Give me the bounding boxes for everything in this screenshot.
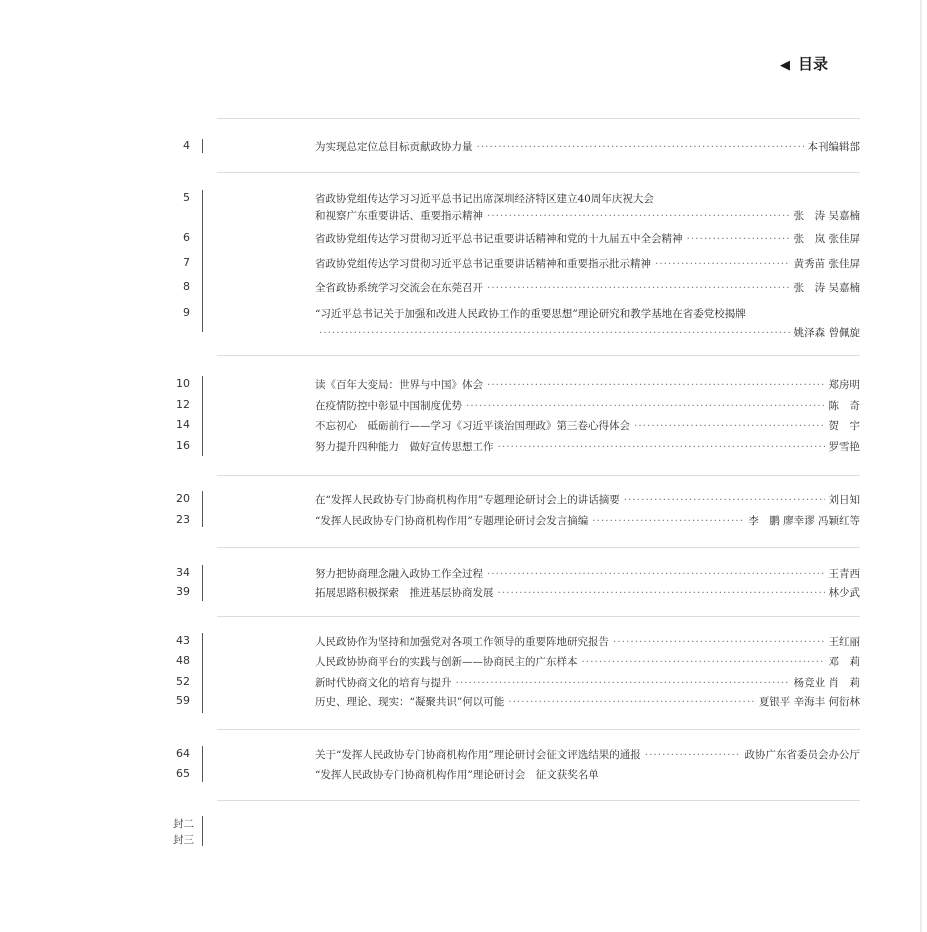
page-bar xyxy=(202,139,203,153)
toc-entry[interactable] xyxy=(315,377,860,392)
entry-title: 人民政协协商平台的实践与创新——协商民主的广东样本 xyxy=(315,656,578,668)
leader-dots xyxy=(498,587,825,599)
entry-author: 林少武 xyxy=(828,587,860,599)
triangle-left-icon[interactable]: ◀ xyxy=(780,58,790,73)
leader-dots xyxy=(487,568,825,580)
toc-entry[interactable] xyxy=(315,231,860,246)
entry-author: 夏银平 辛海丰 何衍林 xyxy=(758,696,860,708)
leader-dots xyxy=(613,636,825,648)
entry-author: 郑房明 xyxy=(828,379,860,391)
toc-entry[interactable] xyxy=(315,747,860,762)
toc-entry[interactable] xyxy=(315,654,860,669)
leader-dots xyxy=(508,696,755,708)
entry-title: 省政协党组传达学习习近平总书记出席深圳经济特区建立40周年庆祝大会 xyxy=(315,193,654,205)
entry-author: 李 鹏 廖幸谬 冯颖红等 xyxy=(748,515,860,527)
page-number: 12 xyxy=(176,398,190,411)
page-number: 6 xyxy=(183,231,190,244)
page-number: 43 xyxy=(176,634,190,647)
entry-title: 努力把协商理念融入政协工作全过程 xyxy=(315,568,483,580)
toc-header xyxy=(780,53,828,74)
entry-title: 省政协党组传达学习贯彻习近平总书记重要讲话精神和党的十九届五中全会精神 xyxy=(315,233,683,245)
toc-entry-line[interactable] xyxy=(315,306,860,321)
entry-author: 邓 莉 xyxy=(828,656,860,668)
entry-title: 为实现总定位总目标贡献政协力量 xyxy=(315,141,473,153)
page-number: 39 xyxy=(176,585,190,598)
leader-dots xyxy=(634,420,825,432)
toc-entry[interactable] xyxy=(315,139,860,154)
entry-title: 关于“发挥人民政协专门协商机构作用”理论研讨会征文评选结果的通报 xyxy=(315,749,641,761)
entry-author: 王红丽 xyxy=(828,636,860,648)
leader-dots xyxy=(456,677,790,689)
entry-title: 在“发挥人民政协专门协商机构作用”专题理论研讨会上的讲话摘要 xyxy=(315,494,620,506)
toc-entry[interactable] xyxy=(315,585,860,600)
page-number: 20 xyxy=(176,492,190,505)
leader-dots xyxy=(582,656,825,668)
entry-author: 张 岚 张佳屏 xyxy=(793,233,860,245)
section-divider xyxy=(217,547,860,548)
entry-author: 贺 宇 xyxy=(828,420,860,432)
entry-author: 黄秀苗 张佳屏 xyxy=(793,258,860,270)
toc-entry[interactable] xyxy=(315,280,860,295)
leader-dots xyxy=(487,379,825,391)
entry-author: 陈 奇 xyxy=(828,400,860,412)
leader-dots xyxy=(687,233,790,245)
toc-entry[interactable] xyxy=(315,492,860,507)
toc-entry[interactable] xyxy=(315,634,860,649)
toc-entry[interactable] xyxy=(315,398,860,413)
page-number: 5 xyxy=(183,191,190,204)
page-number: 34 xyxy=(176,566,190,579)
toc-entry[interactable] xyxy=(315,325,860,340)
leader-dots xyxy=(466,400,825,412)
page-number: 封二 xyxy=(173,818,194,830)
page-bar xyxy=(202,491,203,527)
toc-title: 目录 xyxy=(798,55,829,73)
section-divider xyxy=(217,118,860,119)
page-number: 7 xyxy=(183,256,190,269)
entry-title: 努力提升四种能力 做好宣传思想工作 xyxy=(315,441,494,453)
leader-dots xyxy=(592,515,744,527)
page-number: 59 xyxy=(176,694,190,707)
entry-title: 历史、理论、现实：“凝聚共识”何以可能 xyxy=(315,696,505,708)
page-number: 封三 xyxy=(173,834,194,846)
entry-author: 罗雪艳 xyxy=(828,441,860,453)
page-bar xyxy=(202,190,203,332)
entry-title: 在疫情防控中彰显中国制度优势 xyxy=(315,400,462,412)
leader-dots xyxy=(655,258,790,270)
section-divider xyxy=(217,800,860,801)
entry-title: 和视察广东重要讲话、重要指示精神 xyxy=(315,210,483,222)
section-divider xyxy=(217,172,860,173)
entry-author: 杨竞业 肖 莉 xyxy=(793,677,860,689)
toc-entry[interactable] xyxy=(315,418,860,433)
page-number: 8 xyxy=(183,280,190,293)
page-number: 52 xyxy=(176,675,190,688)
entry-author: 姚泽森 曾佩旋 xyxy=(793,327,860,339)
entry-title: 新时代协商文化的培育与提升 xyxy=(315,677,452,689)
page-number: 48 xyxy=(176,654,190,667)
page-number: 10 xyxy=(176,377,190,390)
page-bar xyxy=(202,746,203,782)
page-number: 14 xyxy=(176,418,190,431)
entry-title: 拓展思路积极探索 推进基层协商发展 xyxy=(315,587,494,599)
entry-author: 政协广东省委员会办公厅 xyxy=(744,749,860,761)
leader-dots xyxy=(487,210,790,222)
page-edge xyxy=(920,0,922,932)
toc-entry[interactable] xyxy=(315,513,860,528)
page-number: 65 xyxy=(176,767,190,780)
entry-author: 张 涛 吴嘉楠 xyxy=(793,282,860,294)
leader-dots xyxy=(487,282,790,294)
page-bar xyxy=(202,376,203,456)
leader-dots xyxy=(319,327,790,339)
page-bar xyxy=(202,633,203,713)
entry-title: 省政协党组传达学习贯彻习近平总书记重要讲话精神和重要指示批示精神 xyxy=(315,258,651,270)
toc-entry[interactable] xyxy=(315,566,860,581)
toc-entry-line[interactable] xyxy=(315,191,860,206)
entry-title: “发挥人民政协专门协商机构作用”理论研讨会 征文获奖名单 xyxy=(315,769,599,781)
entry-title: 全省政协系统学习交流会在东莞召开 xyxy=(315,282,483,294)
leader-dots xyxy=(624,494,825,506)
toc-entry[interactable] xyxy=(315,767,860,782)
page-bar xyxy=(202,565,203,601)
entry-author: 本刊编辑部 xyxy=(807,141,860,153)
leader-dots xyxy=(477,141,804,153)
page-number: 16 xyxy=(176,439,190,452)
section-divider xyxy=(217,616,860,617)
entry-author: 张 涛 吴嘉楠 xyxy=(793,210,860,222)
entry-title: “习近平总书记关于加强和改进人民政协工作的重要思想”理论研究和教学基地在省委党校揭牌 xyxy=(315,308,746,320)
section-divider xyxy=(217,355,860,356)
entry-title: 不忘初心 砥砺前行——学习《习近平谈治国理政》第三卷心得体会 xyxy=(315,420,630,432)
page-bar xyxy=(202,816,203,846)
toc-entry[interactable] xyxy=(315,208,860,223)
entry-title: 人民政协作为坚持和加强党对各项工作领导的重要阵地研究报告 xyxy=(315,636,609,648)
leader-dots xyxy=(498,441,825,453)
page-number: 64 xyxy=(176,747,190,760)
entry-title: 读《百年大变局：世界与中国》体会 xyxy=(315,379,483,391)
toc-entry[interactable] xyxy=(315,256,860,271)
page-number: 4 xyxy=(183,139,190,152)
section-divider xyxy=(217,729,860,730)
toc-entry[interactable] xyxy=(315,675,860,690)
leader-dots xyxy=(645,749,741,761)
toc-entry[interactable] xyxy=(315,694,860,709)
entry-title: “发挥人民政协专门协商机构作用”专题理论研讨会发言摘编 xyxy=(315,515,589,527)
toc-entry[interactable] xyxy=(315,439,860,454)
page-number: 23 xyxy=(176,513,190,526)
entry-author: 王青西 xyxy=(828,568,860,580)
section-divider xyxy=(217,475,860,476)
entry-author: 刘日知 xyxy=(828,494,860,506)
page-number: 9 xyxy=(183,306,190,319)
